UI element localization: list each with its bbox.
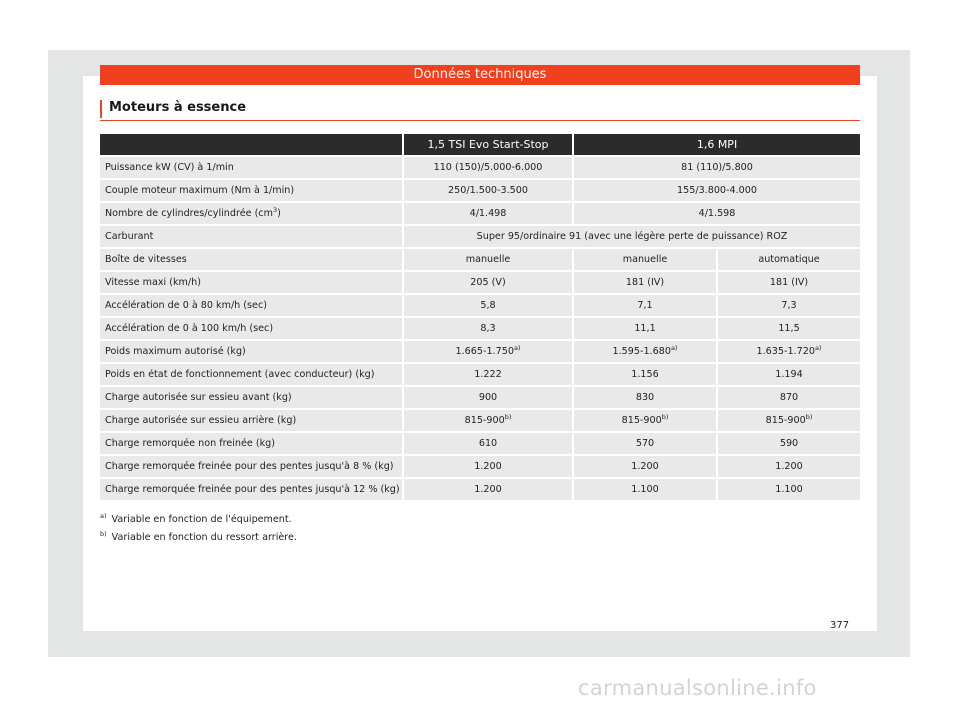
row-label (100, 203, 402, 224)
row-label (100, 249, 402, 270)
value-superscript: b) (504, 413, 512, 421)
value-cell (402, 364, 572, 385)
table-row (100, 410, 860, 431)
value-cell (716, 433, 860, 454)
table-row (100, 433, 860, 454)
row-label-text: Nombre de cylindres/cylindrée (cm (105, 208, 273, 219)
footnote-text: Variable en fonction de l'équipement. (111, 514, 292, 525)
table-row (100, 341, 860, 362)
column-header: 1,6 MPI (572, 134, 860, 155)
value-text: 830 (635, 392, 655, 403)
value-text: 205 (V) (470, 277, 506, 288)
value-text: 110 (150)/5.000-6.000 (433, 162, 543, 173)
row-label (100, 479, 402, 500)
value-cell (572, 295, 716, 316)
value-cell (572, 479, 716, 500)
value-cell (716, 387, 860, 408)
value-cell (572, 318, 716, 339)
value-text: 1.635-1.720 (756, 346, 815, 357)
table-row (100, 249, 860, 270)
table-row (100, 456, 860, 477)
value-text: 1.194 (775, 369, 803, 380)
label-superscript: 3 (272, 206, 278, 214)
table-header-row (100, 134, 860, 155)
value-text: 1.200 (631, 461, 659, 472)
value-cell (572, 387, 716, 408)
row-label-text: Puissance kW (CV) à 1/min (105, 162, 234, 173)
label-suffix: ) (277, 208, 281, 219)
value-cell (572, 364, 716, 385)
value-text: 81 (110)/5.800 (681, 162, 753, 173)
row-label (100, 410, 402, 431)
value-text: 1.595-1.680 (612, 346, 671, 357)
value-text: 1.156 (631, 369, 659, 380)
row-label (100, 157, 402, 178)
table-row (100, 295, 860, 316)
value-cell (572, 456, 716, 477)
value-cell (402, 249, 572, 270)
value-cell (402, 157, 572, 178)
row-label-text: Poids maximum autorisé (kg) (105, 346, 246, 357)
value-text: 5,8 (480, 300, 496, 311)
value-cell (716, 295, 860, 316)
row-label (100, 180, 402, 201)
section-heading (100, 98, 860, 121)
row-label (100, 387, 402, 408)
value-text: 4/1.498 (469, 208, 507, 219)
value-cell (402, 341, 572, 362)
column-header: 1,5 TSI Evo Start-Stop (402, 134, 572, 155)
value-superscript: a) (814, 344, 822, 352)
row-label (100, 433, 402, 454)
value-cell (402, 410, 572, 431)
footnote-text: Variable en fonction du ressort arrière. (111, 532, 297, 543)
value-text: 7,3 (781, 300, 797, 311)
value-text: 155/3.800-4.000 (677, 185, 757, 196)
value-cell (716, 364, 860, 385)
section-title: Moteurs à essence (109, 100, 247, 115)
specs-table (100, 132, 860, 502)
value-cell (402, 226, 860, 247)
value-cell (716, 249, 860, 270)
row-label (100, 456, 402, 477)
page-number: 377 (830, 620, 850, 631)
table-row (100, 272, 860, 293)
value-cell (572, 433, 716, 454)
value-cell (716, 456, 860, 477)
value-text: 815-900 (621, 415, 662, 426)
value-cell (716, 410, 860, 431)
table-row (100, 387, 860, 408)
row-label (100, 318, 402, 339)
value-cell (716, 479, 860, 500)
value-cell (572, 180, 860, 201)
header-blank-cell (100, 134, 402, 155)
value-text: 8,3 (480, 323, 496, 334)
value-superscript: b) (805, 413, 813, 421)
value-text: 181 (IV) (625, 277, 665, 288)
value-superscript: a) (513, 344, 521, 352)
table-row (100, 364, 860, 385)
value-cell (402, 180, 572, 201)
value-text: 570 (635, 438, 655, 449)
value-text: automatique (758, 254, 820, 265)
row-label (100, 272, 402, 293)
watermark: carmanualsonline.info (578, 676, 817, 700)
row-label-text: Vitesse maxi (km/h) (105, 277, 201, 288)
value-text: 250/1.500-3.500 (448, 185, 528, 196)
value-text: 1.222 (474, 369, 502, 380)
table-row (100, 226, 860, 247)
value-text: 7,1 (637, 300, 653, 311)
value-cell (572, 157, 860, 178)
footnote-mark: a) (100, 512, 107, 520)
value-text: 1.200 (775, 461, 803, 472)
table-row (100, 157, 860, 178)
value-text: Super 95/ordinaire 91 (avec une légère perte de puissance) ROZ (476, 231, 788, 242)
value-cell (716, 341, 860, 362)
table-row (100, 203, 860, 224)
value-text: 815-900 (765, 415, 806, 426)
row-label-text: Charge remorquée non freinée (kg) (105, 438, 275, 449)
footnote (100, 512, 297, 530)
value-text: 11,1 (634, 323, 656, 334)
value-cell (402, 479, 572, 500)
row-label-text: Charge autorisée sur essieu arrière (kg) (105, 415, 297, 426)
value-text: manuelle (622, 254, 668, 265)
row-label-text: Carburant (105, 231, 154, 242)
footnotes (100, 512, 297, 548)
value-superscript: b) (661, 413, 669, 421)
footnote (100, 530, 297, 548)
row-label-text: Boîte de vitesses (105, 254, 187, 265)
row-label (100, 364, 402, 385)
row-label-text: Charge remorquée freinée pour des pentes jusqu'à 12 % (kg) (105, 484, 400, 495)
footnote-mark: b) (100, 530, 107, 538)
value-text: 181 (IV) (769, 277, 809, 288)
value-cell (572, 249, 716, 270)
value-cell (716, 318, 860, 339)
value-text: 1.200 (474, 484, 502, 495)
value-cell (572, 203, 860, 224)
row-label-text: Accélération de 0 à 80 km/h (sec) (105, 300, 267, 311)
value-text: 1.100 (775, 484, 803, 495)
value-cell (716, 272, 860, 293)
value-cell (402, 272, 572, 293)
chapter-title: Données techniques (413, 67, 547, 82)
row-label (100, 295, 402, 316)
value-cell (402, 456, 572, 477)
value-cell (402, 203, 572, 224)
value-text: 1.100 (631, 484, 659, 495)
row-label (100, 226, 402, 247)
row-label-text: Charge autorisée sur essieu avant (kg) (105, 392, 292, 403)
value-text: 4/1.598 (698, 208, 736, 219)
value-text: 11,5 (778, 323, 800, 334)
value-cell (402, 387, 572, 408)
row-label (100, 341, 402, 362)
value-text: 870 (779, 392, 799, 403)
table-row (100, 479, 860, 500)
value-cell (402, 433, 572, 454)
value-cell (572, 272, 716, 293)
section-accent-bar (100, 100, 102, 118)
table-row (100, 318, 860, 339)
value-text: manuelle (465, 254, 511, 265)
row-label-text: Charge remorquée freinée pour des pentes jusqu'à 8 % (kg) (105, 461, 394, 472)
value-text: 610 (478, 438, 498, 449)
value-text: 815-900 (464, 415, 505, 426)
row-label-text: Couple moteur maximum (Nm à 1/min) (105, 185, 295, 196)
value-cell (572, 341, 716, 362)
table-row (100, 180, 860, 201)
value-text: 1.665-1.750 (455, 346, 514, 357)
row-label-text: Accélération de 0 à 100 km/h (sec) (105, 323, 274, 334)
value-cell (402, 295, 572, 316)
value-text: 900 (478, 392, 498, 403)
value-cell (402, 318, 572, 339)
value-superscript: a) (670, 344, 678, 352)
row-label-text: Poids en état de fonctionnement (avec conducteur) (kg) (105, 369, 375, 380)
value-text: 590 (779, 438, 799, 449)
value-text: 1.200 (474, 461, 502, 472)
value-cell (572, 410, 716, 431)
chapter-header (100, 65, 860, 85)
